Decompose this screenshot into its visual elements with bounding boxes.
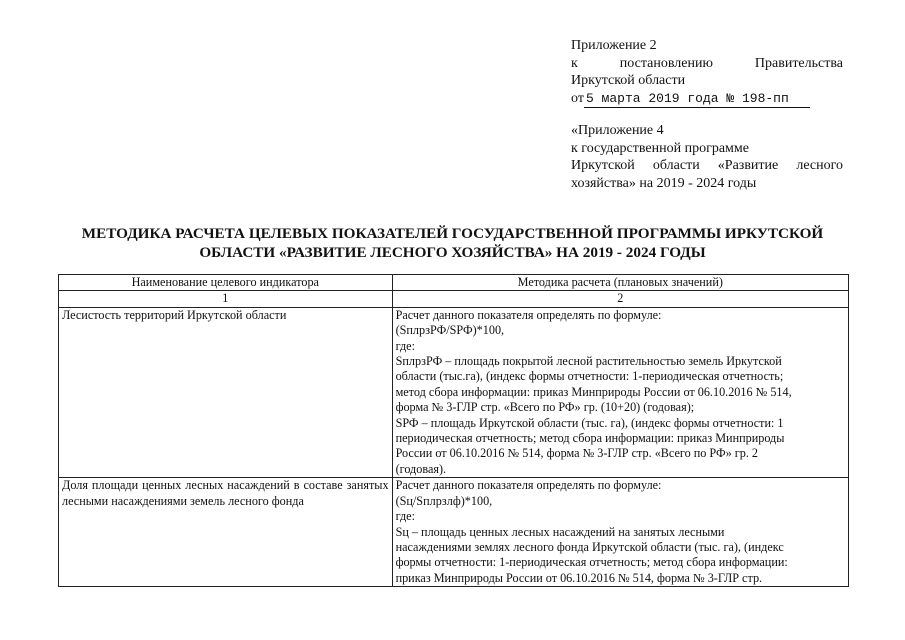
column-number-1: 1: [59, 291, 393, 307]
appendix-2-title: Приложение 2: [571, 38, 657, 53]
appendix-4-line4: хозяйства» на 2019 - 2024 годы: [571, 175, 757, 191]
indicator-method: [392, 478, 848, 587]
table-number-row: [59, 291, 849, 307]
method-line: Sц – площадь ценных лесных насаждений на занятых лесными: [395, 524, 725, 539]
appendix-2-date-line: [571, 90, 843, 109]
table-header-row: [59, 275, 849, 291]
indicator-name: Лесистость территорий Иркутской области: [59, 307, 393, 477]
method-line: (Sц/Sплрзлф)*100,: [395, 493, 493, 508]
method-line: (годовая).: [395, 461, 447, 476]
appendix-4-block: [571, 122, 843, 192]
method-line: форма № 3-ГЛР стр. «Всего по РФ» гр. (10+20) (годовая);: [395, 400, 695, 415]
method-line: Расчет данного показателя определять по формуле:: [395, 478, 662, 493]
appendix-2-block: [571, 37, 843, 108]
method-line: приказ Минприроды России от 06.10.2016 № 514, форма № 3-ГЛР стр.: [395, 570, 763, 585]
appendix-2-ot: от: [571, 90, 584, 106]
method-line: насаждениями землях лесного фонда Иркутской области (тыс. га), (индекс: [395, 539, 784, 554]
document-title-line2: ОБЛАСТИ «РАЗВИТИЕ ЛЕСНОГО ХОЗЯЙСТВА» НА 2019 - 2024 ГОДЫ: [199, 244, 706, 261]
appendix-4-line3: Иркутской области «Развитие лесного: [571, 158, 843, 173]
column-number-2: 2: [392, 291, 848, 307]
table-row: [59, 478, 849, 587]
column-header-name: Наименование целевого индикатора: [59, 275, 393, 291]
method-line: области (тыс.га), (индекс формы отчетности: 1-периодическая отчетность;: [395, 369, 784, 384]
method-line: России от 06.10.2016 № 514, форма № 3-ГЛР стр. «Всего по РФ» гр. 2: [395, 446, 759, 461]
method-line: Расчет данного показателя определять по формуле:: [395, 307, 662, 322]
method-line: где:: [395, 338, 415, 353]
table-row: [59, 307, 849, 477]
column-header-method: Методика расчета (плановых значений): [392, 275, 848, 291]
method-line: SплрзРФ – площадь покрытой лесной растительностью земель Иркутской: [395, 354, 782, 369]
appendix-2-line3: Иркутской области: [571, 73, 686, 88]
appendix-2-line2: к постановлению Правительства: [571, 55, 843, 71]
indicator-method: [392, 307, 848, 477]
indicators-table: [58, 274, 849, 587]
method-line: где:: [395, 509, 415, 524]
method-line: метод сбора информации: приказ Минприроды России от 06.10.2016 № 514,: [395, 384, 792, 399]
indicator-name: Доля площади ценных лесных насаждений в составе занятых лесными насаждениями земель лесного фонда: [59, 478, 393, 587]
appendix-4-line2: к государственной программе: [571, 140, 749, 156]
document-title-line1: МЕТОДИКА РАСЧЕТА ЦЕЛЕВЫХ ПОКАЗАТЕЛЕЙ ГОСУДАРСТВЕННОЙ ПРОГРАММЫ ИРКУТСКОЙ: [81, 225, 824, 242]
method-line: периодическая отчетность; метод сбора информации: приказ Минприроды: [395, 431, 785, 446]
method-line: SРФ – площадь Иркутской области (тыс. га), (индекс формы отчетности: 1: [395, 415, 784, 430]
method-line: формы отчетности: 1-периодическая отчетность; метод сбора информации:: [395, 555, 788, 570]
method-line: (SплрзРФ/SРФ)*100,: [395, 323, 505, 338]
document-title: [40, 224, 865, 262]
appendix-4-title: «Приложение 4: [571, 123, 664, 138]
appendix-2-date: 5 марта 2019 года № 198-пп: [584, 90, 810, 109]
